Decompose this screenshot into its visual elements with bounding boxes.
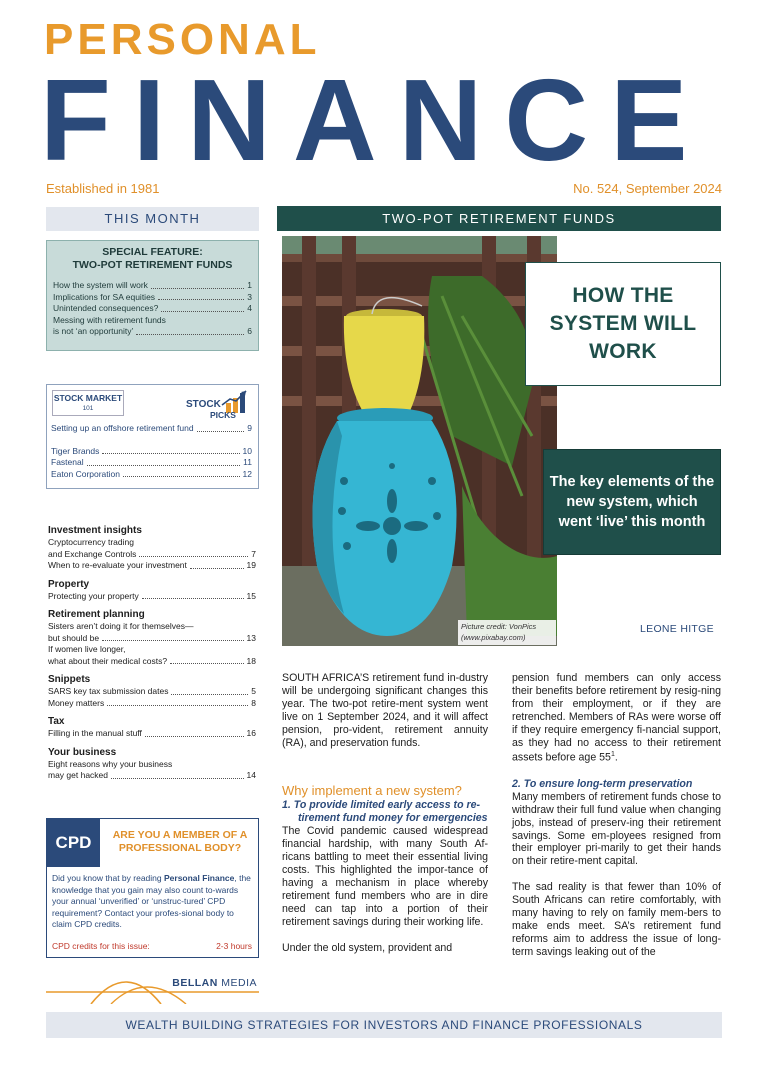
toc-title: Money matters (48, 697, 105, 708)
toc-entry[interactable] (53, 326, 252, 338)
toc-title: Tiger Brands (51, 445, 100, 456)
toc-page: 11 (243, 457, 252, 467)
toc-entry[interactable] (48, 686, 256, 698)
toc-title: Fastenal (51, 457, 84, 467)
toc-entry[interactable] (48, 728, 256, 740)
section-heading: Investment insights (48, 525, 142, 536)
toc-entry[interactable] (48, 537, 256, 549)
toc-page: 4 (247, 303, 252, 313)
cpd-body-pre: Did you know that by reading (52, 873, 164, 883)
article-headline: HOW THE SYSTEM WILL WORK (549, 284, 697, 363)
toc-entry[interactable] (48, 549, 256, 561)
toc-title: is not ‘an opportunity’ (53, 326, 134, 336)
issue-number: No. 524, September 2024 (573, 181, 722, 196)
toc-title: Setting up an offshore retirement fund (51, 423, 194, 433)
picture-credit (458, 620, 556, 645)
toc-page: 8 (251, 697, 256, 708)
article-column-1 (282, 672, 488, 954)
toc-title: and Exchange Controls (48, 548, 137, 559)
section-heading: Snippets (48, 674, 91, 685)
credit-line2: (www.pixabay.com) (461, 632, 526, 642)
stock-picks-logo (186, 389, 252, 419)
cpd-body (52, 873, 256, 931)
badge-line2: 101 (82, 405, 94, 412)
toc-title: Eaton Corporation (51, 468, 120, 479)
established-line: Established in 1981 (46, 181, 160, 196)
toc-entry[interactable] (51, 457, 252, 469)
toc-entry[interactable] (53, 303, 252, 315)
footnote-marker[interactable]: 1 (610, 751, 615, 759)
masthead-finance: FINANCE (40, 55, 710, 185)
toc-page: 13 (246, 632, 256, 643)
paragraph-pension (512, 672, 721, 765)
toc-entry[interactable] (48, 591, 256, 603)
footer-tagline: WEALTH BUILDING STRATEGIES FOR INVESTORS AND FINANCE PROFESSIONALS (46, 1012, 722, 1038)
bellan-name: BELLAN (172, 977, 218, 989)
stock-picks-word2: PICKS (210, 410, 236, 420)
toc-entry[interactable] (51, 469, 252, 481)
toc-entry[interactable] (48, 560, 256, 572)
bellan-suffix: MEDIA (217, 977, 257, 989)
contents-list (48, 524, 256, 782)
toc-title: When to re-evaluate your investment (48, 560, 187, 570)
toc-title: Unintended consequences? (53, 303, 159, 313)
toc-entry[interactable] (48, 698, 256, 710)
section-heading: Property (48, 578, 90, 590)
toc-title: If women live longer, (48, 644, 126, 654)
toc-title: How the system will work (53, 280, 148, 290)
toc-page: 14 (246, 770, 256, 780)
toc-title: what about their medical costs? (48, 655, 168, 666)
toc-page: 1 (247, 280, 252, 290)
subheading-2: 2. To ensure long-term preservation (512, 777, 693, 790)
stock-market-101-badge (52, 390, 124, 416)
key-elements-box (543, 449, 721, 555)
toc-title: Sisters aren’t doing it for themselves— (48, 621, 194, 631)
toc-page: 9 (247, 423, 252, 433)
special-feature-box (46, 240, 259, 351)
bellan-media-text (170, 977, 259, 989)
toc-page: 3 (247, 291, 252, 302)
cpd-credits (52, 941, 252, 951)
pension-text: pension fund members can only access their benefits before retirement by resig-ning from their employment, or if they are retrenched. Members of RAs were worse off if they require emergency fi-nancial support, as they had no access to their retirement assets before age 55 (512, 672, 721, 764)
headline-box (525, 262, 721, 386)
section-heading: Retirement planning (48, 609, 145, 620)
subheading-1: 1. To provide limited early access to re-tirement fund money for emergencies (282, 799, 488, 825)
toc-title: SARS key tax submission dates (48, 686, 169, 696)
toc-entry[interactable] (48, 759, 256, 771)
this-month-heading: THIS MONTH (46, 207, 259, 231)
toc-entry[interactable] (48, 621, 256, 633)
toc-title: Messing with retirement funds (53, 314, 166, 325)
hero-image (282, 236, 557, 646)
toc-page: 15 (246, 590, 256, 601)
toc-entry[interactable] (51, 423, 252, 435)
toc-entry[interactable] (48, 644, 256, 656)
toc-entry[interactable] (51, 446, 252, 458)
toc-title: Cryptocurrency trading (48, 537, 134, 547)
toc-entry[interactable] (48, 633, 256, 645)
cpd-badge: CPD (47, 819, 100, 867)
toc-entry[interactable] (48, 656, 256, 668)
topic-bar: TWO-POT RETIREMENT FUNDS (277, 206, 721, 231)
credit-line1: Picture credit: VonPics (461, 622, 537, 631)
key-elements-text: The key elements of the new system, which went ‘live’ this month (549, 474, 715, 530)
special-feature-subtitle: TWO-POT RETIREMENT FUNDS (72, 259, 233, 271)
paragraph-old-system: Under the old system, provident and (282, 941, 453, 954)
intro-paragraph: SOUTH AFRICA’S retirement fund in-dustry will be undergoing significant changes this year. The two-pot retire-ment system went live on 1 September 2024, and it will affect pension, pro-vident, retirement annuity (RA), and preservation funds. (282, 672, 488, 749)
stock-picks-word1: STOCK (186, 399, 221, 410)
cpd-box (46, 818, 259, 958)
vase-photo (282, 236, 557, 646)
toc-entry[interactable] (53, 292, 252, 304)
masthead-personal: PERSONAL (44, 15, 321, 64)
toc-title: Filling in the manual stuff (48, 728, 142, 738)
paragraph-covid: The Covid pandemic caused widespread financial hardship, with many South Af-ricans battling to meet their essential living costs. This highlighted the impor-tance of having a mechanism in place whereby retirement fund members who are in dire need can tap into a portion of their retirement savings during their working life. (282, 825, 488, 928)
section-heading-why: Why implement a new system? (282, 783, 462, 799)
toc-title: Eight reasons why your business (48, 758, 173, 769)
toc-title: but should be (48, 632, 100, 643)
article-column-2 (512, 672, 721, 959)
toc-page: 12 (242, 468, 252, 479)
section-heading: Tax (48, 716, 65, 727)
stock-toc (51, 423, 252, 480)
toc-page: 6 (247, 326, 252, 336)
pension-end: . (614, 751, 618, 764)
toc-page: 10 (242, 445, 252, 456)
toc-page: 19 (246, 560, 256, 570)
toc-title: may get hacked (48, 770, 109, 780)
special-feature-toc (53, 280, 252, 338)
paragraph-preservation: Many members of retirement funds chose to withdraw their full fund value when changing jobs, instead of preserv-ing their retirement savings. Some em-ployees resigned from their employer pri-marily to get their hands on their retire-ment capital. (512, 790, 721, 868)
author-byline: LEONE HITGE (640, 623, 714, 635)
section-heading: Your business (48, 746, 117, 758)
toc-page: 18 (246, 655, 256, 666)
cpd-credits-value: 2-3 hours (216, 941, 252, 951)
toc-entry[interactable] (53, 280, 252, 292)
paragraph-sad-reality: The sad reality is that fewer than 10% of South Africans can retire comfortably, with many having to rely on family mem-bers to make ends meet. SA’s retirement fund reforms aim to address the issue of long-term savings leaking out of the (512, 881, 721, 958)
cpd-body-post: , the knowledge that you gain may also count to-wards your annual ‘unverified’ or ‘unstruc-tured’ CPD requirement? Contact your profes-sional body to claim CPD credits. (52, 873, 251, 929)
toc-entry[interactable] (48, 770, 256, 782)
cpd-question: ARE YOU A MEMBER OF A PROFESSIONAL BODY? (112, 829, 248, 854)
toc-title: Implications for SA equities (53, 291, 156, 302)
special-feature-title: SPECIAL FEATURE: (102, 246, 203, 258)
toc-page: 5 (251, 686, 256, 696)
toc-page: 16 (246, 728, 256, 738)
stock-market-box (46, 384, 259, 489)
bellan-media-logo (46, 966, 259, 1004)
cpd-brand: Personal Finance (163, 873, 235, 883)
toc-page: 7 (251, 548, 256, 559)
toc-entry[interactable] (53, 315, 252, 327)
cpd-credits-label: CPD credits for this issue: (52, 941, 150, 951)
badge-line1: STOCK MARKET (53, 393, 123, 403)
toc-title: Protecting your property (48, 590, 139, 601)
